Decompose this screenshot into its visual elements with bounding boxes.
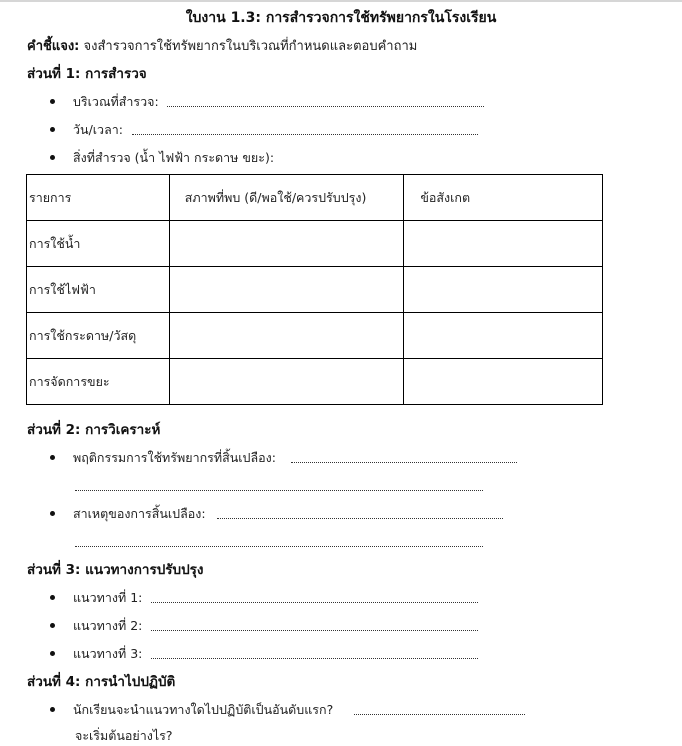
approach-3-item [50, 644, 142, 664]
section-1-heading: ส่วนที่ 1: การสำรวจ [27, 66, 147, 82]
bullet-icon [50, 127, 55, 132]
column-header-condition: สภาพที่พบ (ดี/พอใช้/ควรปรับปรุง) [169, 175, 404, 221]
approach-2-blank[interactable] [151, 629, 478, 631]
notes-cell-water[interactable] [404, 221, 603, 267]
date-time-label: วัน/เวลา: [73, 122, 123, 137]
table-header-row [27, 175, 603, 221]
how-to-start-label: จะเริ่มต้นอย่างไร? [75, 728, 173, 743]
wasteful-behavior-item [50, 448, 276, 468]
survey-area-label: บริเวณที่สำรวจ: [73, 94, 159, 109]
condition-cell-electricity[interactable] [169, 267, 404, 313]
waste-cause-blank[interactable] [217, 517, 503, 519]
date-time-blank[interactable] [132, 133, 478, 135]
wasteful-behavior-blank[interactable] [291, 461, 517, 463]
approach-2-item [50, 616, 142, 636]
window-top-border [0, 0, 682, 2]
first-approach-item [50, 700, 333, 720]
column-header-item: รายการ [27, 175, 170, 221]
bullet-icon [50, 651, 55, 656]
notes-cell-electricity[interactable] [404, 267, 603, 313]
bullet-icon [50, 99, 55, 104]
instruction-text: จงสำรวจการใช้ทรัพยากรในบริเวณที่กำหนดและตอบคำถาม [83, 39, 418, 54]
section-3-heading: ส่วนที่ 3: แนวทางการปรับปรุง [27, 562, 204, 578]
section-4-heading: ส่วนที่ 4: การนำไปปฏิบัติ [27, 674, 176, 690]
approach-1-item [50, 588, 142, 608]
how-to-start-item [75, 726, 173, 746]
first-approach-label: นักเรียนจะนำแนวทางใดไปปฏิบัติเป็นอันดับแรก? [73, 702, 334, 717]
first-approach-blank[interactable] [354, 713, 525, 715]
waste-cause-item [50, 504, 206, 524]
table-row [27, 221, 603, 267]
survey-subjects-item [50, 148, 274, 168]
bullet-icon [50, 511, 55, 516]
waste-cause-blank-2[interactable] [75, 545, 483, 547]
instruction-label: คำชี้แจง: [27, 39, 80, 54]
bullet-icon [50, 455, 55, 460]
table-row [27, 267, 603, 313]
waste-cause-label: สาเหตุของการสิ้นเปลือง: [73, 506, 206, 521]
approach-1-blank[interactable] [151, 601, 478, 603]
table-row [27, 313, 603, 359]
approach-2-label: แนวทางที่ 2: [73, 618, 143, 633]
row-label-water: การใช้น้ำ [27, 221, 170, 267]
approach-1-label: แนวทางที่ 1: [73, 590, 143, 605]
row-label-paper: การใช้กระดาษ/วัสดุ [27, 313, 170, 359]
wasteful-behavior-blank-2[interactable] [75, 489, 483, 491]
approach-3-blank[interactable] [151, 657, 478, 659]
instruction-line [27, 37, 417, 57]
survey-table [26, 174, 603, 405]
row-label-waste: การจัดการขยะ [27, 359, 170, 405]
column-header-notes: ข้อสังเกต [404, 175, 603, 221]
notes-cell-waste[interactable] [404, 359, 603, 405]
date-time-item [50, 120, 123, 140]
section-2-heading: ส่วนที่ 2: การวิเคราะห์ [27, 422, 161, 438]
bullet-icon [50, 707, 55, 712]
wasteful-behavior-label: พฤติกรรมการใช้ทรัพยากรที่สิ้นเปลือง: [73, 450, 276, 465]
bullet-icon [50, 623, 55, 628]
table-row [27, 359, 603, 405]
bullet-icon [50, 595, 55, 600]
condition-cell-water[interactable] [169, 221, 404, 267]
approach-3-label: แนวทางที่ 3: [73, 646, 143, 661]
survey-area-blank[interactable] [167, 105, 484, 107]
bullet-icon [50, 155, 55, 160]
survey-area-item [50, 92, 159, 112]
condition-cell-waste[interactable] [169, 359, 404, 405]
worksheet-title: ใบงาน 1.3: การสำรวจการใช้ทรัพยากรในโรงเรียน [185, 10, 497, 26]
condition-cell-paper[interactable] [169, 313, 404, 359]
notes-cell-paper[interactable] [404, 313, 603, 359]
survey-subjects-label: สิ่งที่สำรวจ (น้ำ ไฟฟ้า กระดาษ ขยะ): [73, 150, 275, 165]
row-label-electricity: การใช้ไฟฟ้า [27, 267, 170, 313]
